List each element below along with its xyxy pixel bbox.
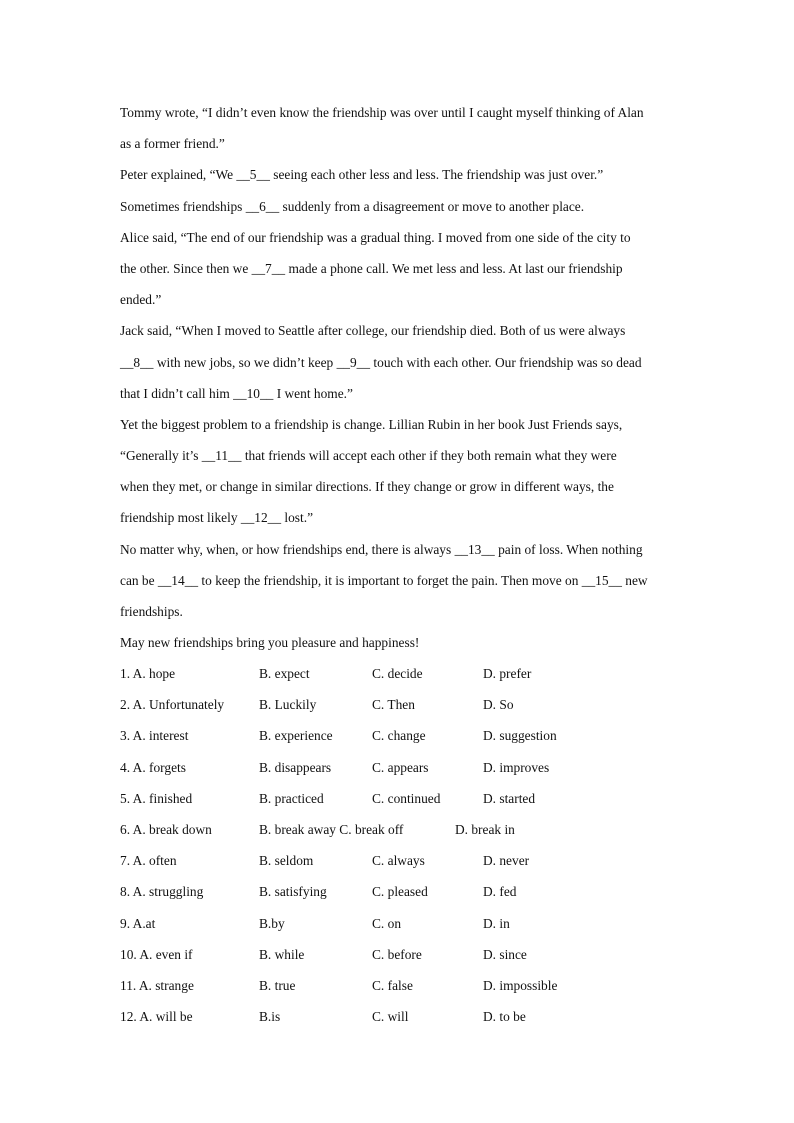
option-d: D. improves [483,759,550,775]
option-b: B. disappears [259,759,332,775]
question-row-9 [120,908,680,939]
passage-line: Sometimes friendships __6__ suddenly from a disagreement or move to another place. [120,198,585,214]
question-row-3 [120,720,680,751]
option-c: C. false [372,977,413,993]
reading-passage [120,97,680,658]
option-d: D. started [483,790,536,806]
option-a: 11. A. strange [120,977,194,993]
passage-line: Peter explained, “We __5__ seeing each other less and less. The friendship was just over.” [120,167,604,183]
option-a: 9. A.at [120,915,156,931]
option-d: D. So [483,697,514,713]
option-c: C. appears [372,759,429,775]
passage-line: friendship most likely __12__ lost.” [120,510,314,526]
question-row-2 [120,689,680,720]
option-c: C. Then [372,697,415,713]
option-d: D. since [483,946,527,962]
option-c: C. on [372,915,402,931]
option-d: D. prefer [483,666,532,681]
option-b: B. experience [259,728,333,744]
option-c: C. always [372,853,425,869]
passage-line: when they met, or change in similar directions. If they change or grow in different ways, the [120,479,614,495]
option-c: C. change [372,728,426,744]
option-c: C. before [372,946,422,962]
passage-line: Tommy wrote, “I didn’t even know the friendship was over until I caught myself thinking of Alan [120,105,644,120]
passage-line: friendships. [120,604,183,619]
option-b: B. Luckily [259,697,317,713]
option-c: C. decide [372,666,423,681]
passage-line: Yet the biggest problem to a friendship is change. Lillian Rubin in her book Just Friends says, [120,416,623,432]
option-b: B. seldom [259,853,314,869]
question-row-12 [120,1001,680,1032]
question-row-5 [120,783,680,814]
option-d: D. never [483,853,530,869]
passage-line: that I didn’t call him __10__ I went home.” [120,385,353,401]
option-b: B. true [259,977,296,993]
option-b-c: B. break away C. break off [259,821,404,837]
passage-line: as a former friend.” [120,136,225,152]
passage-line: the other. Since then we __7__ made a phone call. We met less and less. At last our friendship [120,260,623,276]
passage-line: “Generally it’s __11__ that friends will accept each other if they both remain what they were [120,448,617,464]
option-a: 12. A. will be [120,1009,193,1025]
option-d: D. impossible [483,977,558,993]
passage-line: No matter why, when, or how friendships end, there is always __13__ pain of loss. When nothing [120,541,643,557]
option-b: B. while [259,946,305,962]
option-d: D. to be [483,1009,526,1025]
option-c: C. will [372,1009,409,1025]
question-row-1 [120,658,680,689]
question-row-6 [120,814,680,845]
option-a: 4. A. forgets [120,759,186,775]
passage-line: can be __14__ to keep the friendship, it is important to forget the pain. Then move on __15__ new [120,572,648,588]
option-a: 3. A. interest [120,728,189,744]
option-a: 10. A. even if [120,946,193,962]
option-a: 2. A. Unfortunately [120,697,225,713]
question-row-4 [120,752,680,783]
passage-line: Alice said, “The end of our friendship was a gradual thing. I moved from one side of the city to [120,229,631,245]
question-row-7 [120,845,680,876]
passage-line: __8__ with new jobs, so we didn’t keep __9__ touch with each other. Our friendship was so dead [120,354,642,370]
option-b: B.is [259,1009,281,1025]
option-a: 1. A. hope [120,666,176,681]
option-b: B. practiced [259,790,324,806]
option-d: D. fed [483,884,517,900]
question-row-10 [120,939,680,970]
question-row-8 [120,876,680,907]
option-a: 5. A. finished [120,790,193,806]
option-b: B. satisfying [259,884,327,900]
option-c: C. pleased [372,884,428,900]
option-a: 8. A. struggling [120,884,204,900]
option-d: D. in [483,915,510,931]
option-d: D. break in [455,821,515,837]
option-b: B. expect [259,666,310,681]
option-a: 7. A. often [120,853,177,869]
option-b: B.by [259,915,285,931]
passage-line: Jack said, “When I moved to Seattle after college, our friendship died. Both of us were always [120,323,626,339]
option-c: C. continued [372,790,441,806]
multiple-choice-questions [120,658,680,1032]
passage-line: ended.” [120,292,162,308]
option-d: D. suggestion [483,728,557,744]
closing-line: May new friendships bring you pleasure and happiness! [120,635,420,651]
question-row-11 [120,970,680,1001]
option-a: 6. A. break down [120,821,212,837]
